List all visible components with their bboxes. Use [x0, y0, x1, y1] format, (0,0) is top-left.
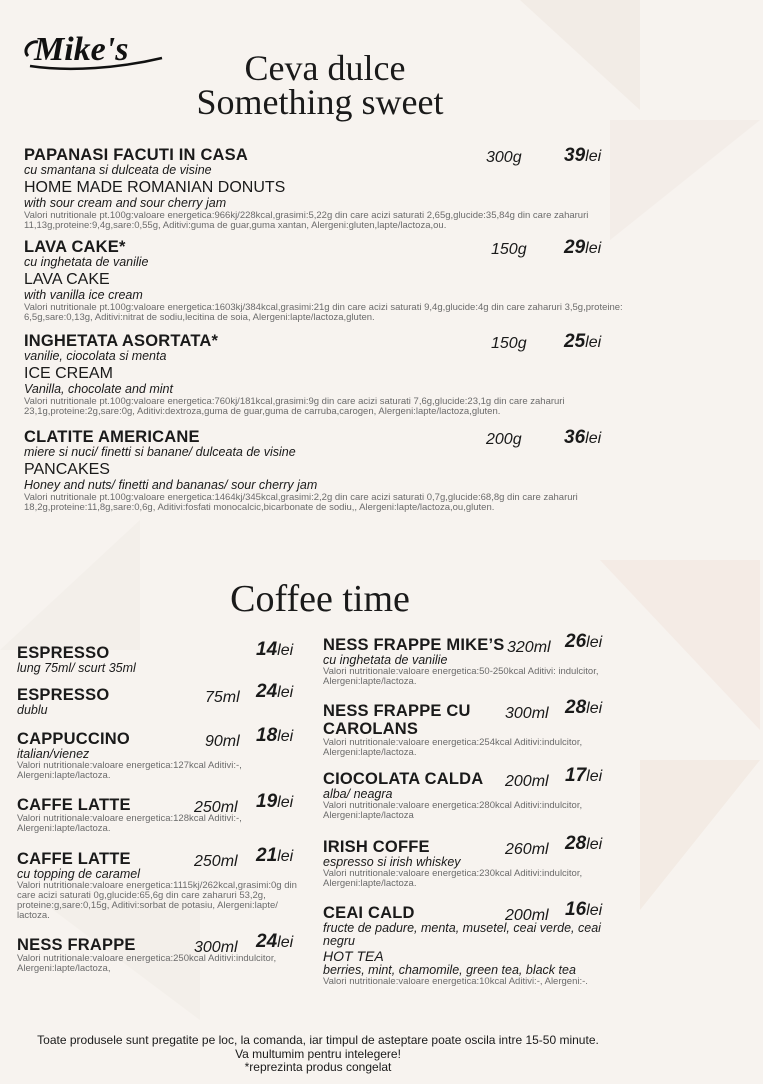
section-title-sweet-ro: Ceva dulce: [244, 48, 406, 88]
item-nutrition: Valori nutritionale pt.100g:valoare energetica:760kj/181kcal,grasimi:9g din care acizi saturati 7,6g,glucide:23,1g din care zaharuri 23,1g,proteine:2g,sare:0g, Aditivi:dextroza,guma de guar,guma de carruba,carogen, Alergeni:lapte/lactoza,gluten.: [24, 396, 565, 417]
item-name: CEAI CALD: [323, 904, 415, 922]
item-price: [256, 846, 293, 867]
item-nutrition: Valori nutritionale pt.100g:valoare energetica:1603kj/384kcal,grasimi:21g din care acizi saturati 9,4g,glucide:4g din care zaharuri 3,5g,proteine: 6,5g,sare:0,13g, Aditivi:nitrat de sodiu,lecitina de soia, Alergeni:lapte/lactoza,gluten.: [24, 302, 623, 323]
item-name-en: HOME MADE ROMANIAN DONUTS: [24, 179, 286, 196]
price-value: 24: [256, 681, 278, 702]
item-weight: 150g: [491, 335, 527, 352]
item-desc-ro: cu inghetata de vanilie: [24, 255, 149, 269]
item-volume: 250ml: [194, 799, 238, 816]
item-nutrition: Valori nutritionale:valoare energetica:230kcal Aditivi:indulcitor, Alergeni:lapte/lactoza.: [323, 868, 583, 889]
item-desc-en: with sour cream and sour cherry jam: [24, 196, 227, 210]
currency-label: lei: [586, 836, 603, 853]
item-nutrition: Valori nutritionale:valoare energetica:127kcal Aditivi:-, Alergeni:lapte/lactoza.: [17, 760, 242, 781]
section-title-coffee: Coffee time: [230, 578, 410, 620]
item-name: NESS FRAPPE: [17, 936, 136, 954]
menu-item: [24, 146, 624, 231]
item-name: ESPRESSO: [17, 686, 110, 704]
item-volume: 300ml: [505, 705, 549, 722]
item-weight: 200g: [486, 431, 522, 448]
item-desc: fructe de padure, menta, musetel, ceai verde, ceai negru: [323, 921, 601, 948]
item-volume: 300ml: [194, 939, 238, 956]
menu-item: [24, 428, 624, 513]
item-name: NESS FRAPPE MIKE’S: [323, 636, 505, 654]
currency-label: lei: [277, 934, 294, 951]
section-title-sweet-en: Something sweet: [196, 82, 444, 122]
item-volume: 250ml: [194, 853, 238, 870]
item-nutrition: Valori nutritionale:valoare energetica:50-250kcal Aditivi: indulcitor, Alergeni:lapte/lactoza.: [323, 666, 599, 687]
item-nutrition: Valori nutritionale pt.100g:valoare energetica:966kj/228kcal,grasimi:5,22g din care acizi saturati 2,65g,glucide:35,84g din care zaharuri 11,13g,proteine:9,4g,sare:0,55g, Aditivi:guma de guar,guma xantan, Alergeni:gluten,lapte/lactoza,ou.: [24, 210, 589, 231]
item-desc: alba/ neagra: [323, 787, 393, 801]
item-price: [565, 632, 602, 653]
price-value: 14: [256, 639, 278, 660]
currency-label: lei: [585, 148, 602, 165]
item-name-en: PANCAKES: [24, 461, 110, 478]
item-desc-en: Vanilla, chocolate and mint: [24, 382, 173, 396]
currency-label: lei: [277, 848, 294, 865]
currency-label: lei: [585, 430, 602, 447]
price-value: 25: [564, 331, 586, 352]
menu-item: [24, 238, 624, 323]
item-desc-en: with vanilla ice cream: [24, 288, 143, 302]
item-desc: italian/vienez: [17, 747, 90, 761]
logo-text: Mike's: [34, 31, 129, 68]
footer-line-frozen: *reprezinta produs congelat: [244, 1060, 392, 1074]
price-value: 21: [256, 845, 278, 866]
item-name-ro: LAVA CAKE*: [24, 238, 126, 256]
currency-label: lei: [586, 768, 603, 785]
item-name: IRISH COFFE: [323, 838, 430, 856]
item-desc-ro: vanilie, ciocolata si menta: [24, 349, 167, 363]
price-value: 28: [565, 833, 587, 854]
footer-line-preparation: Toate produsele sunt pregatite pe loc, la comanda, iar timpul de asteptare poate oscila intre 15-50 minute.: [37, 1033, 599, 1047]
item-nutrition: Valori nutritionale:valoare energetica:1115kj/262kcal,grasimi:0g din care acizi saturati 0g,glucide:65,6g din care zaharuri 53,2g, proteine:g,sare:0,15g, Aditivi:sorbat de potasiu, Alergeni:lapte/ lactoza.: [17, 880, 297, 921]
item-price: [256, 682, 293, 703]
price-value: 19: [256, 791, 278, 812]
item-name-ro: PAPANASI FACUTI IN CASA: [24, 146, 248, 164]
price-value: 17: [565, 765, 587, 786]
item-name: ESPRESSO: [17, 644, 110, 662]
footer-note: [0, 1034, 636, 1075]
item-price: [256, 726, 293, 747]
item-name-ro: CLATITE AMERICANE: [24, 428, 200, 446]
item-name: CAPPUCCINO: [17, 730, 130, 748]
item-desc-ro: cu smantana si dulceata de visine: [24, 163, 212, 177]
price-value: 29: [564, 237, 586, 258]
item-name-ro: INGHETATA ASORTATA*: [24, 332, 219, 350]
item-volume: 320ml: [507, 639, 551, 656]
item-nutrition: Valori nutritionale:valoare energetica:250kcal Aditivi:indulcitor, Alergeni:lapte/lactoza,: [17, 953, 277, 974]
item-name: NESS FRAPPE CU CAROLANS: [323, 702, 471, 738]
currency-label: lei: [277, 728, 294, 745]
item-price: [564, 238, 601, 259]
currency-label: lei: [585, 240, 602, 257]
currency-label: lei: [277, 684, 294, 701]
item-name: CAFFE LATTE: [17, 850, 131, 868]
currency-label: lei: [277, 642, 294, 659]
item-nutrition: Valori nutritionale:valoare energetica:10kcal Aditivi:-, Alergeni:-.: [323, 976, 588, 987]
item-name: CIOCOLATA CALDA: [323, 770, 484, 788]
currency-label: lei: [277, 794, 294, 811]
item-price: [564, 428, 601, 449]
price-value: 39: [564, 145, 586, 166]
currency-label: lei: [586, 902, 603, 919]
item-price: [256, 640, 293, 661]
item-nutrition: Valori nutritionale:valoare energetica:254kcal Aditivi:indulcitor, Alergeni:lapte/lactoza.: [323, 737, 583, 758]
item-volume: 90ml: [205, 733, 240, 750]
item-price: [564, 332, 601, 353]
item-weight: 300g: [486, 149, 522, 166]
item-price: [565, 900, 602, 921]
item-desc: cu topping de caramel: [17, 867, 140, 881]
currency-label: lei: [586, 634, 603, 651]
item-price: [565, 766, 602, 787]
item-price: [256, 792, 293, 813]
price-value: 26: [565, 631, 587, 652]
item-desc-en: Honey and nuts/ finetti and bananas/ sour cherry jam: [24, 478, 318, 492]
item-nutrition: Valori nutritionale:valoare energetica:128kcal Aditivi:-, Alergeni:lapte/lactoza.: [17, 813, 242, 834]
item-nutrition: Valori nutritionale:valoare energetica:280kcal Aditivi:indulcitor, Alergeni:lapte/lactoza: [323, 800, 583, 821]
item-name-en: ICE CREAM: [24, 365, 113, 382]
item-name-en: LAVA CAKE: [24, 271, 110, 288]
item-price: [565, 698, 602, 719]
price-value: 16: [565, 899, 587, 920]
item-desc-ro: miere si nuci/ finetti si banane/ dulceata de visine: [24, 445, 296, 459]
price-value: 28: [565, 697, 587, 718]
item-desc: cu inghetata de vanilie: [323, 653, 448, 667]
item-price: [256, 932, 293, 953]
item-volume: 75ml: [205, 689, 240, 706]
footer-line-thanks: Va multumim pentru intelegere!: [235, 1046, 401, 1061]
currency-label: lei: [585, 334, 602, 351]
item-name-en: HOT TEA: [323, 948, 384, 964]
item-desc: lung 75ml/ scurt 35ml: [17, 661, 136, 675]
item-nutrition: Valori nutritionale pt.100g:valoare energetica:1464kj/345kcal,grasimi:2,2g din care acizi saturati 0,7g,glucide:68,8g din care zaharuri 18,2g,proteine:11,8g,sare:0,6g, Aditivi:fosfati monocalcic,bicarbonate de sodiu,, Alergeni:lapte/lactoza,ou,gluten.: [24, 492, 578, 513]
item-desc: dublu: [17, 703, 48, 717]
price-value: 24: [256, 931, 278, 952]
item-desc-en: berries, mint, chamomile, green tea, black tea: [323, 963, 576, 977]
item-weight: 150g: [491, 241, 527, 258]
item-price: [565, 834, 602, 855]
item-price: [564, 146, 601, 167]
menu-item: [24, 332, 624, 417]
item-volume: 200ml: [505, 773, 549, 790]
mikes-logo: [20, 22, 170, 72]
item-volume: 200ml: [505, 907, 549, 924]
item-desc: espresso si irish whiskey: [323, 855, 461, 869]
item-name: CAFFE LATTE: [17, 796, 131, 814]
currency-label: lei: [586, 700, 603, 717]
item-volume: 260ml: [505, 841, 549, 858]
price-value: 36: [564, 427, 586, 448]
price-value: 18: [256, 725, 278, 746]
